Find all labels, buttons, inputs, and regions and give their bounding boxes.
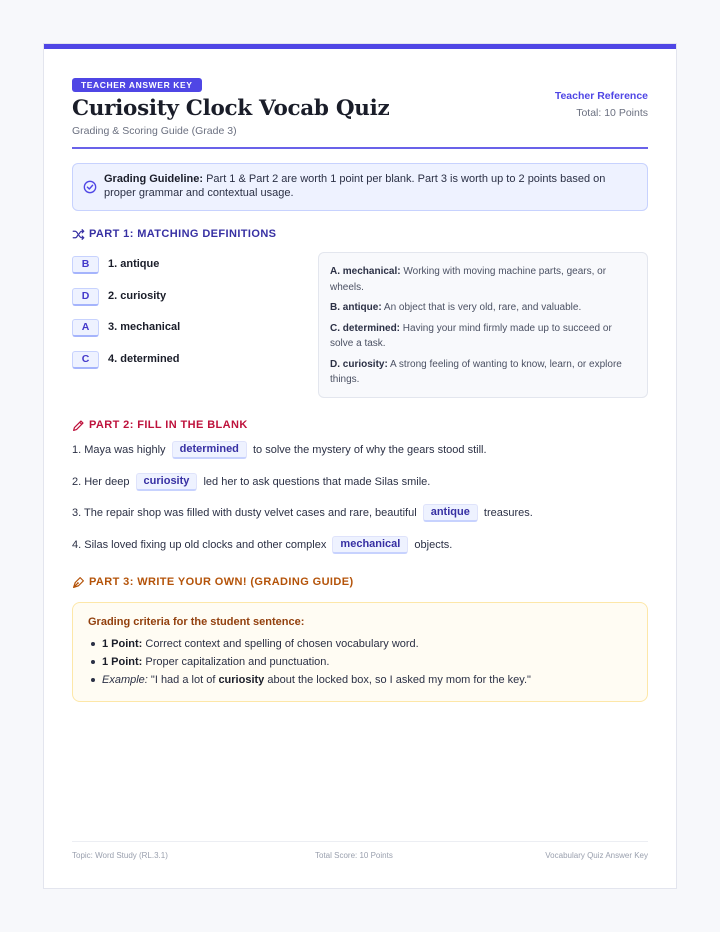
match-row — [72, 319, 302, 337]
top-accent-bar — [44, 44, 676, 49]
reference-title: Teacher Reference — [554, 90, 648, 102]
criteria-item: 1 Point: Proper capitalization and punctuation. — [88, 653, 632, 671]
check-circle-icon — [83, 180, 97, 194]
page-subtitle: Grading & Scoring Guide (Grade 3) — [72, 125, 237, 137]
fill-item: 4. Silas loved fixing up old clocks and other complex mechanical objects. — [72, 536, 452, 556]
definition-item: B. antique: An object that is very old, rare, and valuable. — [330, 302, 582, 313]
grading-criteria-box — [72, 602, 648, 702]
footer-total: Total Score: 10 Points — [315, 851, 393, 860]
footer-topic: Topic: Word Study (RL.3.1) — [72, 851, 168, 860]
page-title: Curiosity Clock Vocab Quiz — [72, 96, 390, 121]
definitions-box — [318, 252, 648, 398]
definition-item: C. determined: Having your mind firmly made up to succeed or solve a task. — [330, 322, 612, 349]
fill-answer: mechanical — [332, 536, 408, 554]
match-term: 3. mechanical — [108, 321, 181, 333]
match-answer: B — [72, 256, 99, 274]
guideline-label: Grading Guideline: — [104, 173, 204, 185]
match-term: 1. antique — [108, 258, 160, 270]
match-row — [72, 351, 302, 369]
fill-answer: curiosity — [136, 473, 198, 491]
guideline-text: Part 1 & Part 2 are worth 1 point per blank. Part 3 is worth up to 2 points based on proper grammar and contextual usage. — [104, 173, 606, 199]
match-row — [72, 256, 302, 274]
definition-item: D. curiosity: A strong feeling of wanting to know, learn, or explore things. — [330, 358, 622, 385]
match-row — [72, 288, 302, 306]
match-term: 4. determined — [108, 353, 180, 365]
reference-total: Total: 10 Points — [576, 107, 648, 119]
fill-answer: determined — [172, 441, 247, 459]
pencil-icon — [72, 419, 85, 432]
answer-key-badge: TEACHER ANSWER KEY — [72, 78, 202, 92]
criteria-title: Grading criteria for the student sentence: — [88, 616, 305, 628]
definition-item: A. mechanical: Working with moving machine parts, gears, or wheels. — [330, 266, 607, 293]
example-item: Example: "I had a lot of curiosity about the locked box, so I asked my mom for the key." — [88, 671, 632, 689]
footer-divider — [72, 841, 648, 842]
pen-nib-icon — [72, 576, 85, 589]
answer-key-page: TEACHER ANSWER KEY Curiosity Clock Vocab Quiz Grading & Scoring Guide (Grade 3) Teacher Reference Total: 10 Points Grading Guideline: Part 1 & Part 2 are worth 1 point per blank. Part 3 is worth up to 2 points based on proper grammar and contextual usage. PART 1: MATCHING DEFINITIONS B 1. antique D 2. curiosity A 3. mechanical C 4. determined A. mechanical: Working with moving machine parts, gears, or wheels. B. antique: An object that is very old, rare, and valuable. C. determined: Having your mind firmly made up to succeed or solve a task. D. curiosity: A strong feeling of wanting to know, learn, or explore things. PART 2: FILL IN THE BLANK 1. Maya was highly determined to solve the mystery of why the gears stood still. 2. Her deep curiosity led her to ask questions that made Silas smile. 3. The repair shop was filled with dusty velvet cases and rare, beautiful antique treasures. 4. Silas loved fixing up old clocks and other complex mechanical objects. PART 3: WRITE YOUR OWN! (GRADING GUIDE) Grading criteria for the student sentence: 1 Point: Correct context and spelling of chosen vocabulary word. 1 Point: Proper capitalization and punctuation. Example: "I had a lot of curiosity about the locked box, so I asked my mom for the key." Topic: Word Study (RL.3.1) Total Score: 10 Points Vocabulary Quiz Answer Key — [43, 43, 677, 889]
teacher-reference — [555, 90, 648, 119]
criteria-list — [88, 635, 632, 689]
shuffle-icon — [72, 228, 85, 241]
page-header — [72, 77, 648, 149]
match-answer: A — [72, 319, 99, 337]
match-answer: D — [72, 288, 99, 306]
footer-label: Vocabulary Quiz Answer Key — [545, 851, 648, 860]
page-footer — [72, 851, 648, 863]
grading-guideline — [72, 163, 648, 211]
fill-item: 2. Her deep curiosity led her to ask questions that made Silas smile. — [72, 473, 430, 493]
criteria-item: 1 Point: Correct context and spelling of chosen vocabulary word. — [88, 635, 632, 653]
fill-item: 3. The repair shop was filled with dusty velvet cases and rare, beautiful antique treasures. — [72, 504, 533, 524]
fill-item: 1. Maya was highly determined to solve the mystery of why the gears stood still. — [72, 441, 487, 461]
fill-answer: antique — [423, 504, 478, 522]
header-divider — [72, 147, 648, 149]
match-term: 2. curiosity — [108, 290, 167, 302]
match-answer: C — [72, 351, 99, 369]
